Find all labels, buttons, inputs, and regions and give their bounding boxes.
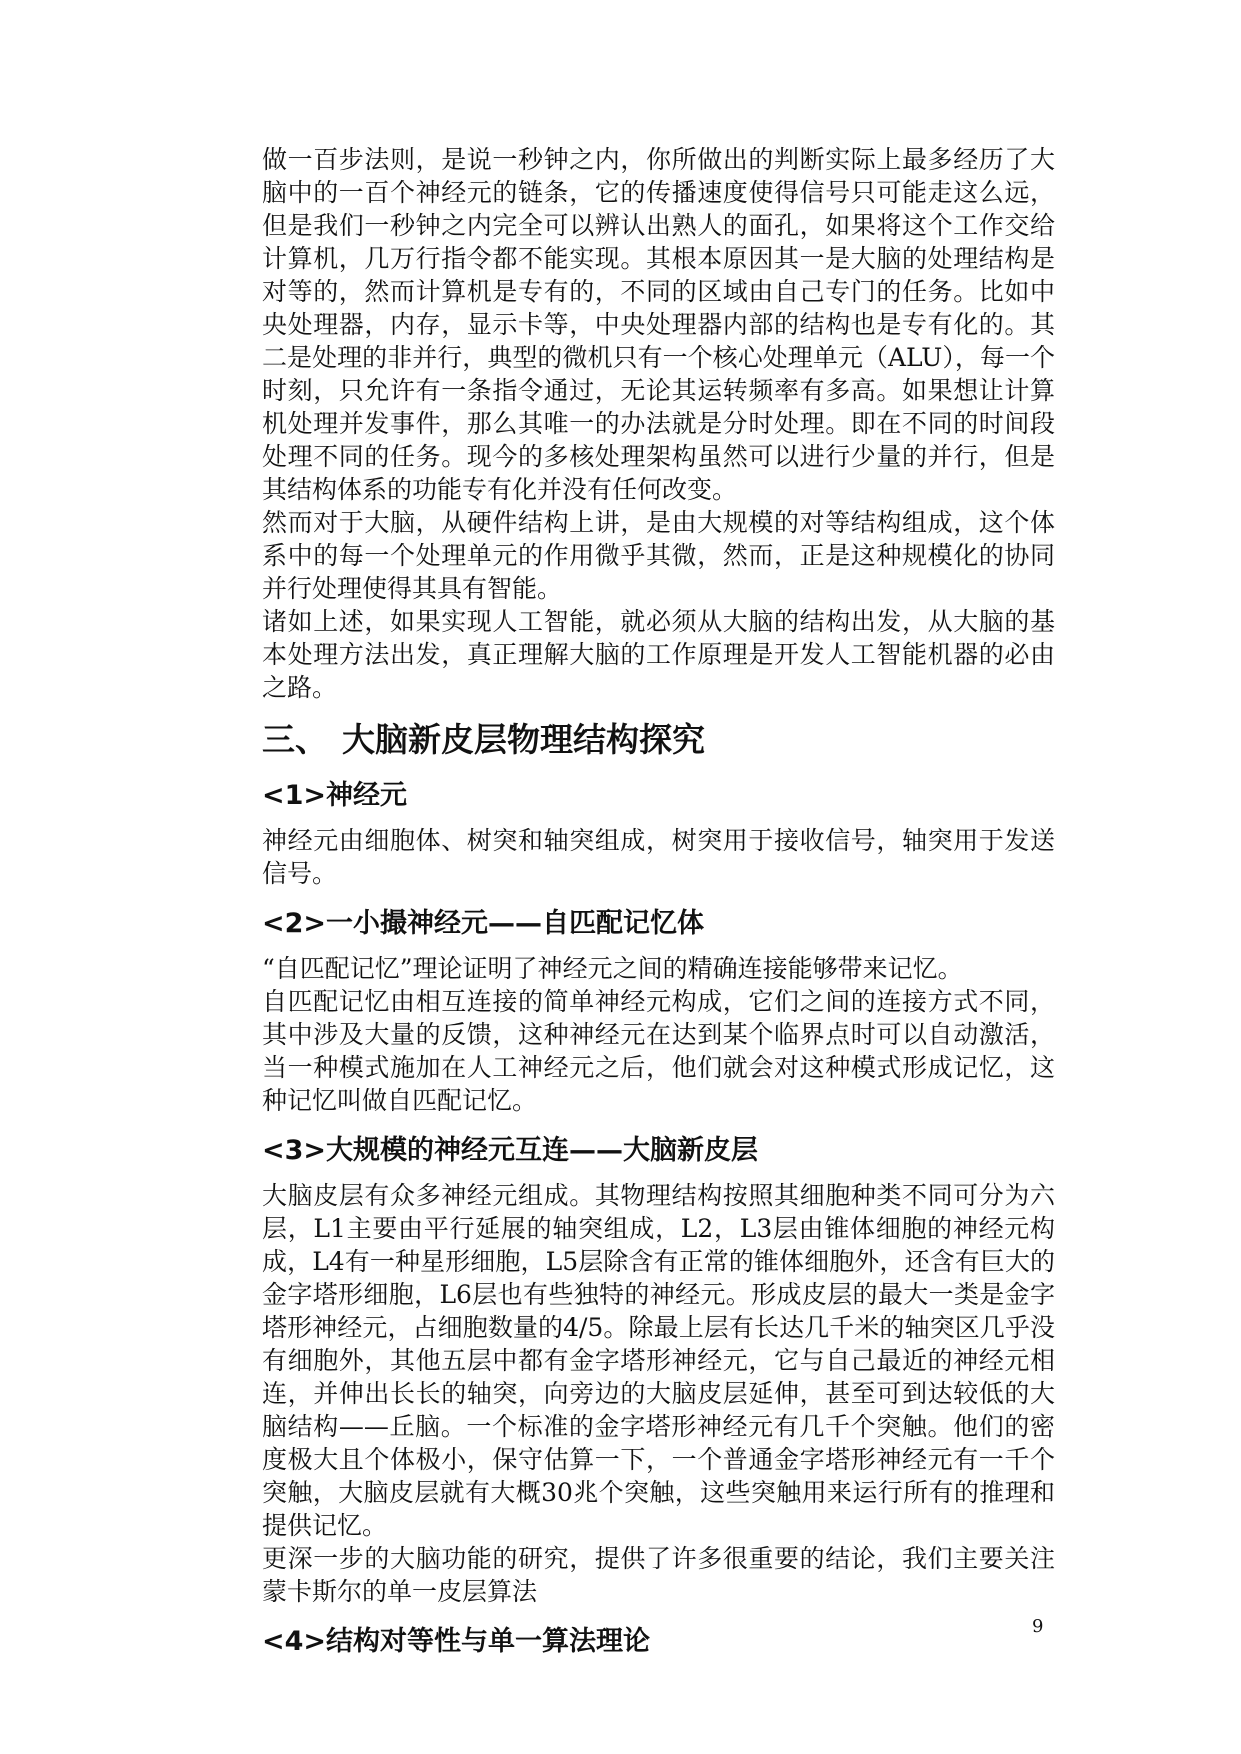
subsection-heading: <1>神经元 [262,780,408,811]
paragraph: 更深一步的大脑功能的研究，提供了许多很重要的结论，我们主要关注蒙卡斯尔的单一皮层算法 [262,1544,1055,1606]
paragraph: “自匹配记忆”理论证明了神经元之间的精确连接能够带来记忆。 [262,954,963,983]
paragraph: 诸如上述，如果实现人工智能，就必须从大脑的结构出发，从大脑的基本处理方法出发，真正理解大脑的工作原理是开发人工智能机器的必由之路。 [262,607,1055,702]
section-number: 三、 [262,720,328,759]
paragraph: 大脑皮层有众多神经元组成。其物理结构按照其细胞种类不同可分为六层，L1主要由平行延展的轴突组成，L2，L3层由锥体细胞的神经元构成，L4有一种星形细胞，L5层除含有正常的锥体细胞外，还含有巨大的金字塔形细胞，L6层也有些独特的神经元。形成皮层的最大一类是金字塔形神经元，占细胞数量的4/5。除最上层有长达几千米的轴突区几乎没有细胞外，其他五层中都有金字塔形神经元，它与自己最近的神经元相连，并伸出长长的轴突，向旁边的大脑皮层延伸，甚至可到达较低的大脑结构——丘脑。一个标准的金字塔形神经元有几千个突触。他们的密度极大且个体极小，保守估算一下，一个普通金字塔形神经元有一千个突触，大脑皮层就有大概30兆个突触，这些突触用来运行所有的推理和提供记忆。 [262,1181,1055,1540]
subsection-heading: <2>一小撮神经元——自匹配记忆体 [262,908,705,939]
page-body [262,143,1055,1670]
section-title: 大脑新皮层物理结构探究 [342,720,705,759]
paragraph: 神经元由细胞体、树突和轴突组成，树突用于接收信号，轴突用于发送信号。 [262,826,1055,888]
page-number: 9 [1032,1616,1044,1637]
subsection-heading: <4>结构对等性与单一算法理论 [262,1626,651,1657]
section-heading [262,718,1055,762]
subsection-heading: <3>大规模的神经元互连——大脑新皮层 [262,1135,759,1166]
paragraph: 自匹配记忆由相互连接的简单神经元构成，它们之间的连接方式不同，其中涉及大量的反馈，这种神经元在达到某个临界点时可以自动激活，当一种模式施加在人工神经元之后，他们就会对这种模式形成记忆，这种记忆叫做自匹配记忆。 [262,987,1055,1115]
paragraph: 然而对于大脑，从硬件结构上讲，是由大规模的对等结构组成，这个体系中的每一个处理单元的作用微乎其微，然而，正是这种规模化的协同并行处理使得其具有智能。 [262,508,1055,603]
paragraph: 做一百步法则，是说一秒钟之内，你所做出的判断实际上最多经历了大脑中的一百个神经元的链条，它的传播速度使得信号只可能走这么远，但是我们一秒钟之内完全可以辨认出熟人的面孔，如果将这个工作交给计算机，几万行指令都不能实现。其根本原因其一是大脑的处理结构是对等的，然而计算机是专有的，不同的区域由自己专门的任务。比如中央处理器，内存，显示卡等，中央处理器内部的结构也是专有化的。其二是处理的非并行，典型的微机只有一个核心处理单元（ALU），每一个时刻，只允许有一条指令通过，无论其运转频率有多高。如果想让计算机处理并发事件，那么其唯一的办法就是分时处理。即在不同的时间段处理不同的任务。现今的多核处理架构虽然可以进行少量的并行，但是其结构体系的功能专有化并没有任何改变。 [262,145,1055,504]
